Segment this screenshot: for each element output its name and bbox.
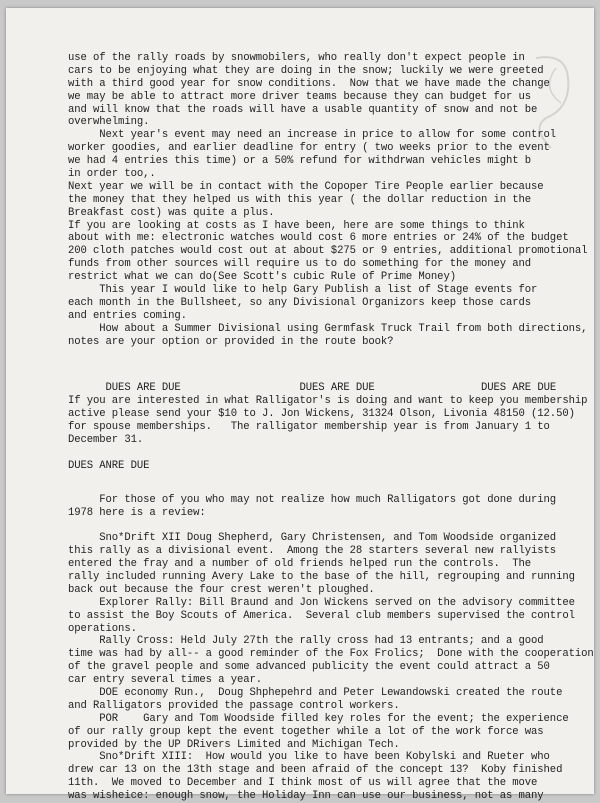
text-line: with a third good year for snow conditions. Now that we have made the change [68,77,550,90]
paragraph-costs [68,219,588,284]
text-line: and entries coming. [68,309,187,322]
text-line: This year I would like to help Gary Publish a list of Stage events for [68,284,538,297]
paragraph-snowmobilers [68,52,568,129]
text-line: Next year we will be in contact with the Copoper Tire People earlier because [68,180,544,193]
paragraph-stage-events [68,284,568,323]
text-line: For those of you who may not realize how much Ralligators got done during [68,493,557,506]
text-line: was wisheice: enough snow, the Holiday Inn can use our business, not as many [68,790,544,803]
text-line: Explorer Rally: Bill Braund and Jon Wickens served on the advisory committee [68,596,575,609]
text-line: to assist the Boy Scouts of America. Several club members supervised the control [68,609,575,622]
text-line: of the gravel people and some advanced publicity the event could attract a 50 [68,661,550,674]
text-line: cars to be enjoying what they are doing in the snow; luckily we were greeted [68,64,544,77]
text-line: active please send your $10 to J. Jon Wickens, 31324 Olson, Livonia 48150 (12.50) [68,408,575,421]
text-line: 11th. We moved to December and I think most of us will agree that the move [68,777,538,790]
text-line: of our rally group kept the event together while a lot of the work force was [68,725,544,738]
text-line: How about a Summer Divisional using Germfask Truck Trail from both directions, [68,322,588,335]
scanned-page [6,8,594,803]
text-line: worker goodies, and earlier deadline for entry ( two weeks prior to the event [68,142,550,155]
text-line: December 31. [68,433,144,446]
review-doe-economy-run [68,687,568,713]
text-line: If you are looking at costs as I have been, here are some things to think [68,219,525,232]
dues-notice: DUES ARE DUE [481,382,557,395]
paragraph-summer-divisional [68,322,588,349]
dues-notice: DUES ARE DUE [299,382,375,395]
review-por [68,713,568,752]
text-line: restrict what we can do(See Scott's cubic Rule of Prime Money) [68,271,456,284]
text-line: rally included running Avery Lake to the base of the hill, regrouping and running [68,570,575,583]
text-line: we may be able to attract more driver teams because they can budget for us [68,90,532,103]
text-line: POR Gary and Tom Woodside filled key roles for the event; the experience [68,712,569,725]
text-line: and will know that the roads will have a usable quantity of snow and not be [68,103,538,116]
review-sno-drift-xiii [68,751,568,803]
text-line: Sno*Drift XII Doug Shepherd, Gary Christensen, and Tom Woodside organized [68,532,557,545]
text-line: provided by the UP DRivers Limited and Michigan Tech. [68,738,400,751]
text-line: time was had by all-- a good reminder of the Fox Frolics; Done with the cooperation [68,648,594,661]
text-line: 1978 here is a review: [68,506,206,519]
text-line: Sno*Drift XIII: How would you like to have been Kobylski and Rueter who [68,751,550,764]
text-line: and Ralligators provided the passage control workers. [68,699,400,712]
text-line: for spouse memberships. The ralligator membership year is from January 1 to [68,421,550,434]
paragraph-membership [68,395,588,447]
text-line: notes are your option or provided in the route book? [68,335,394,348]
text-line: operations. [68,622,137,635]
text-line: Breakfast cost) was quite a plus. [68,206,275,219]
text-line: Next year's event may need an increase in price to allow for some control [68,129,557,142]
text-line: If you are interested in what Ralligator's is doing and want to keep you membership [68,395,588,408]
dues-notice: DUES ARE DUE [105,382,181,395]
text-line: 200 cloth patches would cost out at about $275 or 9 entries, additional promotional [68,245,588,258]
paragraph-next-year-event [68,129,568,181]
text-line: we had 4 entries this time) or a 50% refund for withdrwan vehicles might b [68,155,532,168]
paragraph-review-intro [68,494,568,520]
text-line: each month in the Bullsheet, so any Divisional Organizors keep those cards [68,296,532,309]
letter-body [68,52,594,803]
dues-row [68,369,568,395]
text-line: use of the rally roads by snowmobilers, who really don't expect people in [68,52,525,64]
text-line: about with me: electronic watches would cost 6 more entries or 24% of the budget [68,232,569,245]
paragraph-cooper-tire [68,181,568,220]
text-line: car entry several times a year. [68,674,262,687]
text-line: this rally as a divisional event. Among the 28 starters several new rallyists [68,545,557,558]
text-line: the money that they helped us with this year ( the dollar reduction in the [68,193,532,206]
text-line: overwhelming. [68,116,150,129]
text-line: drew car 13 on the 13th stage and been afraid of the concept 13? Koby finished [68,764,563,777]
dues-anre-notice: DUES ANRE DUE [68,459,150,472]
text-line: in order too,. [68,168,156,181]
text-line: funds from other sources will require us to do something for the money and [68,258,532,271]
review-rally-cross [68,635,594,687]
review-sno-drift-xii [68,532,575,596]
text-line: Rally Cross: Held July 27th the rally cross had 13 entrants; and a good [68,635,544,648]
review-explorer-rally [68,596,575,636]
text-line: back out because the four crest weren't ploughed. [68,583,375,596]
text-line: entered the fray and a number of old friends helped run the controls. The [68,558,532,571]
text-line: DOE economy Run., Doug Shphepehrd and Peter Lewandowski created the route [68,686,563,699]
